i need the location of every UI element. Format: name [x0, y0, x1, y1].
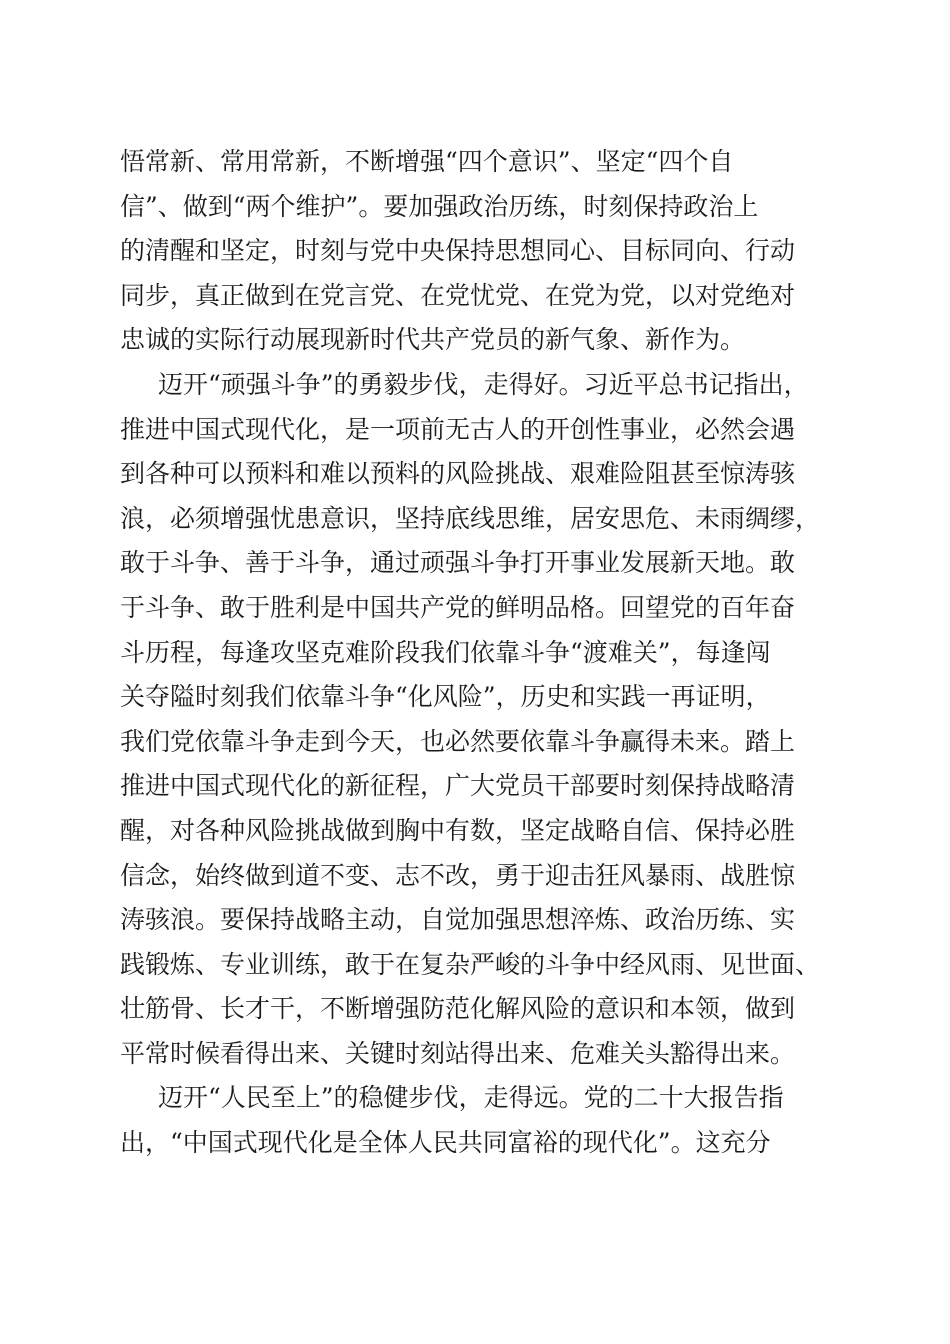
text-line: 于斗争、敢于胜利是中国共产党的鲜明品格。回望党的百年奋 [120, 592, 796, 622]
paragraph-start-line: 迈开“顽强斗争”的勇毅步伐，走得好。习近平总书记指出， [158, 369, 809, 399]
text-line: 关夺隘时刻我们依靠斗争“化风险”，历史和实践一再证明， [120, 682, 771, 712]
text-line: 醒，对各种风险挑战做到胸中有数，坚定战略自信、保持必胜 [120, 815, 796, 845]
text-line: 的清醒和坚定，时刻与党中央保持思想同心、目标同向、行动 [120, 236, 796, 266]
text-line: 忠诚的实际行动展现新时代共产党员的新气象、新作为。 [120, 325, 746, 355]
text-line: 斗历程，每逢攻坚克难阶段我们依靠斗争“渡难关”，每逢闯 [120, 637, 771, 667]
text-line: 到各种可以预料和难以预料的风险挑战、艰难险阻甚至惊涛骇 [120, 459, 796, 489]
text-line: 敢于斗争、善于斗争，通过顽强斗争打开事业发展新天地。敢 [120, 548, 796, 578]
text-line: 我们党依靠斗争走到今天，也必然要依靠斗争赢得未来。踏上 [120, 726, 796, 756]
text-line: 同步，真正做到在党言党、在党忧党、在党为党，以对党绝对 [120, 280, 796, 310]
text-line: 平常时候看得出来、关键时刻站得出来、危难关头豁得出来。 [120, 1038, 796, 1068]
text-line: 践锻炼、专业训练，敢于在复杂严峻的斗争中经风雨、见世面、 [120, 949, 821, 979]
text-line: 出，“中国式现代化是全体人民共同富裕的现代化”。这充分 [120, 1128, 771, 1158]
text-line: 浪，必须增强忧患意识，坚持底线思维，居安思危、未雨绸缪， [120, 503, 821, 533]
text-line: 推进中国式现代化，是一项前无古人的开创性事业，必然会遇 [120, 414, 796, 444]
body-text [120, 140, 840, 1166]
text-line: 悟常新、常用常新，不断增强“四个意识”、坚定“四个自 [120, 147, 734, 176]
text-line: 信”、做到“两个维护”。要加强政治历练，时刻保持政治上 [120, 191, 759, 221]
text-line: 推进中国式现代化的新征程，广大党员干部要时刻保持战略清 [120, 771, 796, 801]
text-line: 涛骇浪。要保持战略主动，自觉加强思想淬炼、政治历练、实 [120, 905, 796, 935]
text-line: 信念，始终做到道不变、志不改，勇于迎击狂风暴雨、战胜惊 [120, 860, 796, 890]
text-line: 壮筋骨、长才干，不断增强防范化解风险的意识和本领，做到 [120, 994, 796, 1024]
paragraph-start-line: 迈开“人民至上”的稳健步伐，走得远。党的二十大报告指 [158, 1083, 784, 1113]
